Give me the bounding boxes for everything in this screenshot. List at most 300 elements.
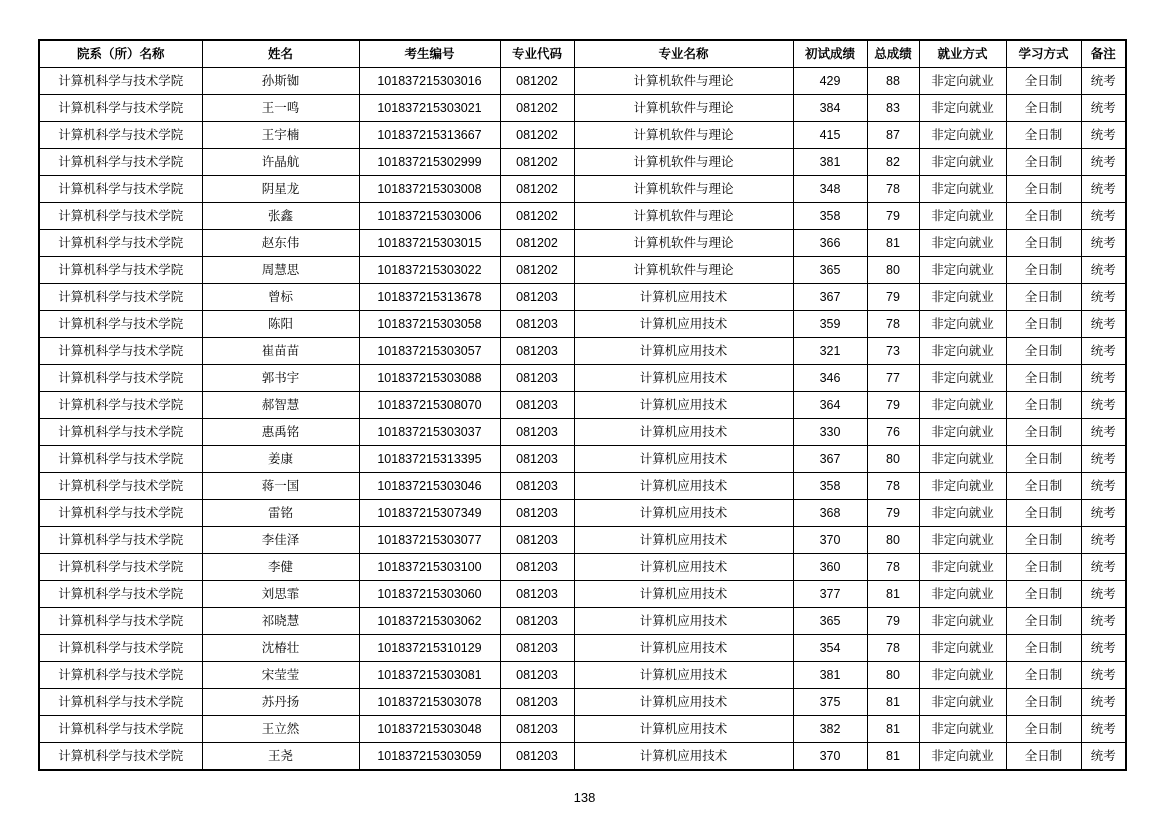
cell-major-code: 081202 <box>500 176 574 203</box>
cell-candidate-id: 101837215303021 <box>359 95 500 122</box>
table-row <box>39 608 1126 635</box>
cell-department: 计算机科学与技术学院 <box>39 446 202 473</box>
cell-department: 计算机科学与技术学院 <box>39 311 202 338</box>
cell-remark: 统考 <box>1081 473 1126 500</box>
cell-candidate-id: 101837215303037 <box>359 419 500 446</box>
table-row <box>39 716 1126 743</box>
cell-study-mode: 全日制 <box>1006 608 1081 635</box>
cell-major-code: 081202 <box>500 230 574 257</box>
cell-total-score: 78 <box>867 554 919 581</box>
cell-total-score: 78 <box>867 176 919 203</box>
cell-major-code: 081202 <box>500 122 574 149</box>
cell-study-mode: 全日制 <box>1006 743 1081 771</box>
cell-name: 宋莹莹 <box>202 662 359 689</box>
cell-study-mode: 全日制 <box>1006 473 1081 500</box>
table-row <box>39 419 1126 446</box>
cell-department: 计算机科学与技术学院 <box>39 716 202 743</box>
cell-total-score: 76 <box>867 419 919 446</box>
cell-major-code: 081203 <box>500 419 574 446</box>
cell-department: 计算机科学与技术学院 <box>39 149 202 176</box>
cell-department: 计算机科学与技术学院 <box>39 554 202 581</box>
cell-study-mode: 全日制 <box>1006 230 1081 257</box>
cell-initial-score: 358 <box>793 203 867 230</box>
cell-study-mode: 全日制 <box>1006 68 1081 95</box>
cell-total-score: 73 <box>867 338 919 365</box>
cell-total-score: 82 <box>867 149 919 176</box>
cell-name: 王立然 <box>202 716 359 743</box>
cell-total-score: 79 <box>867 203 919 230</box>
cell-major-name: 计算机应用技术 <box>574 311 793 338</box>
cell-initial-score: 377 <box>793 581 867 608</box>
cell-remark: 统考 <box>1081 257 1126 284</box>
cell-initial-score: 346 <box>793 365 867 392</box>
cell-major-name: 计算机软件与理论 <box>574 95 793 122</box>
cell-department: 计算机科学与技术学院 <box>39 581 202 608</box>
cell-major-code: 081203 <box>500 284 574 311</box>
cell-total-score: 81 <box>867 581 919 608</box>
cell-study-mode: 全日制 <box>1006 122 1081 149</box>
cell-study-mode: 全日制 <box>1006 257 1081 284</box>
cell-initial-score: 367 <box>793 446 867 473</box>
cell-total-score: 81 <box>867 689 919 716</box>
cell-candidate-id: 101837215303057 <box>359 338 500 365</box>
cell-candidate-id: 101837215303022 <box>359 257 500 284</box>
cell-study-mode: 全日制 <box>1006 581 1081 608</box>
cell-candidate-id: 101837215303059 <box>359 743 500 771</box>
cell-name: 陈阳 <box>202 311 359 338</box>
table-row <box>39 68 1126 95</box>
cell-major-name: 计算机应用技术 <box>574 284 793 311</box>
cell-total-score: 77 <box>867 365 919 392</box>
page-number: 138 <box>573 790 596 805</box>
cell-major-name: 计算机应用技术 <box>574 500 793 527</box>
cell-study-mode: 全日制 <box>1006 716 1081 743</box>
cell-major-code: 081203 <box>500 689 574 716</box>
cell-department: 计算机科学与技术学院 <box>39 122 202 149</box>
cell-employment-type: 非定向就业 <box>919 365 1006 392</box>
table-row <box>39 635 1126 662</box>
cell-employment-type: 非定向就业 <box>919 338 1006 365</box>
cell-employment-type: 非定向就业 <box>919 473 1006 500</box>
cell-name: 张鑫 <box>202 203 359 230</box>
table-body <box>39 68 1126 771</box>
cell-major-name: 计算机应用技术 <box>574 554 793 581</box>
cell-department: 计算机科学与技术学院 <box>39 365 202 392</box>
cell-major-code: 081203 <box>500 716 574 743</box>
cell-name: 郝智慧 <box>202 392 359 419</box>
cell-study-mode: 全日制 <box>1006 419 1081 446</box>
cell-candidate-id: 101837215303060 <box>359 581 500 608</box>
cell-major-name: 计算机应用技术 <box>574 446 793 473</box>
cell-department: 计算机科学与技术学院 <box>39 500 202 527</box>
cell-major-code: 081203 <box>500 662 574 689</box>
cell-remark: 统考 <box>1081 716 1126 743</box>
cell-remark: 统考 <box>1081 635 1126 662</box>
cell-initial-score: 370 <box>793 743 867 771</box>
cell-remark: 统考 <box>1081 95 1126 122</box>
cell-initial-score: 348 <box>793 176 867 203</box>
cell-employment-type: 非定向就业 <box>919 581 1006 608</box>
header-major-name: 专业名称 <box>574 40 793 68</box>
cell-employment-type: 非定向就业 <box>919 392 1006 419</box>
cell-name: 阴星龙 <box>202 176 359 203</box>
header-major-code: 专业代码 <box>500 40 574 68</box>
cell-candidate-id: 101837215308070 <box>359 392 500 419</box>
cell-employment-type: 非定向就业 <box>919 176 1006 203</box>
cell-initial-score: 370 <box>793 527 867 554</box>
table-row <box>39 581 1126 608</box>
cell-name: 蒋一国 <box>202 473 359 500</box>
cell-initial-score: 381 <box>793 662 867 689</box>
cell-total-score: 81 <box>867 230 919 257</box>
table-row <box>39 203 1126 230</box>
cell-candidate-id: 101837215303046 <box>359 473 500 500</box>
cell-study-mode: 全日制 <box>1006 662 1081 689</box>
cell-department: 计算机科学与技术学院 <box>39 635 202 662</box>
cell-employment-type: 非定向就业 <box>919 203 1006 230</box>
cell-remark: 统考 <box>1081 392 1126 419</box>
cell-employment-type: 非定向就业 <box>919 95 1006 122</box>
cell-name: 惠禹铭 <box>202 419 359 446</box>
cell-employment-type: 非定向就业 <box>919 662 1006 689</box>
cell-major-code: 081203 <box>500 392 574 419</box>
cell-remark: 统考 <box>1081 311 1126 338</box>
cell-remark: 统考 <box>1081 203 1126 230</box>
cell-name: 李佳泽 <box>202 527 359 554</box>
cell-remark: 统考 <box>1081 608 1126 635</box>
cell-department: 计算机科学与技术学院 <box>39 176 202 203</box>
cell-department: 计算机科学与技术学院 <box>39 392 202 419</box>
cell-study-mode: 全日制 <box>1006 392 1081 419</box>
cell-candidate-id: 101837215303006 <box>359 203 500 230</box>
cell-major-name: 计算机应用技术 <box>574 473 793 500</box>
cell-study-mode: 全日制 <box>1006 203 1081 230</box>
cell-candidate-id: 101837215307349 <box>359 500 500 527</box>
cell-remark: 统考 <box>1081 230 1126 257</box>
cell-total-score: 80 <box>867 527 919 554</box>
cell-major-name: 计算机应用技术 <box>574 716 793 743</box>
table-row <box>39 500 1126 527</box>
cell-remark: 统考 <box>1081 68 1126 95</box>
cell-name: 王尧 <box>202 743 359 771</box>
cell-candidate-id: 101837215303100 <box>359 554 500 581</box>
cell-candidate-id: 101837215303081 <box>359 662 500 689</box>
header-name: 姓名 <box>202 40 359 68</box>
cell-initial-score: 358 <box>793 473 867 500</box>
cell-major-name: 计算机应用技术 <box>574 338 793 365</box>
cell-candidate-id: 101837215303058 <box>359 311 500 338</box>
table-row <box>39 284 1126 311</box>
cell-remark: 统考 <box>1081 149 1126 176</box>
cell-remark: 统考 <box>1081 419 1126 446</box>
cell-remark: 统考 <box>1081 446 1126 473</box>
cell-candidate-id: 101837215303078 <box>359 689 500 716</box>
cell-name: 刘思霏 <box>202 581 359 608</box>
cell-department: 计算机科学与技术学院 <box>39 662 202 689</box>
table-row <box>39 149 1126 176</box>
cell-total-score: 79 <box>867 392 919 419</box>
cell-initial-score: 354 <box>793 635 867 662</box>
cell-initial-score: 415 <box>793 122 867 149</box>
cell-major-name: 计算机应用技术 <box>574 635 793 662</box>
cell-study-mode: 全日制 <box>1006 176 1081 203</box>
header-department: 院系（所）名称 <box>39 40 202 68</box>
cell-major-name: 计算机软件与理论 <box>574 230 793 257</box>
cell-candidate-id: 101837215313667 <box>359 122 500 149</box>
cell-candidate-id: 101837215313678 <box>359 284 500 311</box>
header-study-mode: 学习方式 <box>1006 40 1081 68</box>
cell-remark: 统考 <box>1081 689 1126 716</box>
cell-study-mode: 全日制 <box>1006 500 1081 527</box>
header-row <box>39 40 1126 68</box>
cell-employment-type: 非定向就业 <box>919 554 1006 581</box>
cell-major-code: 081203 <box>500 743 574 771</box>
cell-major-code: 081203 <box>500 500 574 527</box>
cell-remark: 统考 <box>1081 338 1126 365</box>
cell-candidate-id: 101837215303015 <box>359 230 500 257</box>
cell-major-name: 计算机软件与理论 <box>574 257 793 284</box>
table-row <box>39 527 1126 554</box>
cell-name: 沈椿壮 <box>202 635 359 662</box>
cell-name: 王宇楠 <box>202 122 359 149</box>
cell-initial-score: 367 <box>793 284 867 311</box>
cell-employment-type: 非定向就业 <box>919 311 1006 338</box>
table-row <box>39 689 1126 716</box>
cell-study-mode: 全日制 <box>1006 446 1081 473</box>
cell-remark: 统考 <box>1081 581 1126 608</box>
table-row <box>39 95 1126 122</box>
cell-employment-type: 非定向就业 <box>919 257 1006 284</box>
cell-initial-score: 368 <box>793 500 867 527</box>
table-row <box>39 743 1126 771</box>
cell-employment-type: 非定向就业 <box>919 419 1006 446</box>
cell-major-name: 计算机软件与理论 <box>574 176 793 203</box>
cell-remark: 统考 <box>1081 365 1126 392</box>
cell-employment-type: 非定向就业 <box>919 122 1006 149</box>
cell-initial-score: 365 <box>793 608 867 635</box>
table-row <box>39 554 1126 581</box>
table-row <box>39 662 1126 689</box>
table-row <box>39 176 1126 203</box>
cell-major-name: 计算机软件与理论 <box>574 149 793 176</box>
cell-employment-type: 非定向就业 <box>919 446 1006 473</box>
cell-study-mode: 全日制 <box>1006 527 1081 554</box>
cell-major-name: 计算机应用技术 <box>574 608 793 635</box>
cell-total-score: 79 <box>867 284 919 311</box>
cell-remark: 统考 <box>1081 176 1126 203</box>
cell-total-score: 80 <box>867 257 919 284</box>
cell-major-name: 计算机应用技术 <box>574 689 793 716</box>
cell-total-score: 80 <box>867 446 919 473</box>
cell-employment-type: 非定向就业 <box>919 68 1006 95</box>
cell-name: 郭书宇 <box>202 365 359 392</box>
admission-roster-table <box>38 39 1127 771</box>
cell-department: 计算机科学与技术学院 <box>39 743 202 771</box>
table-row <box>39 446 1126 473</box>
cell-total-score: 78 <box>867 311 919 338</box>
cell-initial-score: 382 <box>793 716 867 743</box>
cell-total-score: 83 <box>867 95 919 122</box>
cell-department: 计算机科学与技术学院 <box>39 95 202 122</box>
table-row <box>39 338 1126 365</box>
cell-candidate-id: 101837215302999 <box>359 149 500 176</box>
cell-employment-type: 非定向就业 <box>919 149 1006 176</box>
cell-major-name: 计算机应用技术 <box>574 365 793 392</box>
cell-initial-score: 375 <box>793 689 867 716</box>
cell-department: 计算机科学与技术学院 <box>39 473 202 500</box>
cell-major-name: 计算机应用技术 <box>574 419 793 446</box>
cell-major-code: 081203 <box>500 446 574 473</box>
cell-department: 计算机科学与技术学院 <box>39 257 202 284</box>
cell-study-mode: 全日制 <box>1006 365 1081 392</box>
cell-name: 赵东伟 <box>202 230 359 257</box>
cell-total-score: 78 <box>867 473 919 500</box>
cell-name: 雷铭 <box>202 500 359 527</box>
cell-major-code: 081203 <box>500 554 574 581</box>
cell-name: 苏丹扬 <box>202 689 359 716</box>
table-row <box>39 473 1126 500</box>
cell-initial-score: 366 <box>793 230 867 257</box>
cell-department: 计算机科学与技术学院 <box>39 338 202 365</box>
cell-major-code: 081203 <box>500 338 574 365</box>
cell-department: 计算机科学与技术学院 <box>39 689 202 716</box>
cell-employment-type: 非定向就业 <box>919 527 1006 554</box>
cell-major-name: 计算机应用技术 <box>574 743 793 771</box>
header-total-score: 总成绩 <box>867 40 919 68</box>
cell-name: 许晶航 <box>202 149 359 176</box>
cell-total-score: 88 <box>867 68 919 95</box>
cell-study-mode: 全日制 <box>1006 149 1081 176</box>
cell-remark: 统考 <box>1081 743 1126 771</box>
cell-remark: 统考 <box>1081 500 1126 527</box>
cell-candidate-id: 101837215303062 <box>359 608 500 635</box>
table-row <box>39 122 1126 149</box>
table-row <box>39 257 1126 284</box>
cell-department: 计算机科学与技术学院 <box>39 419 202 446</box>
cell-study-mode: 全日制 <box>1006 554 1081 581</box>
cell-total-score: 81 <box>867 743 919 771</box>
cell-initial-score: 429 <box>793 68 867 95</box>
cell-initial-score: 330 <box>793 419 867 446</box>
table-row <box>39 230 1126 257</box>
cell-total-score: 81 <box>867 716 919 743</box>
cell-employment-type: 非定向就业 <box>919 743 1006 771</box>
header-initial-score: 初试成绩 <box>793 40 867 68</box>
cell-total-score: 79 <box>867 608 919 635</box>
cell-major-name: 计算机应用技术 <box>574 581 793 608</box>
cell-study-mode: 全日制 <box>1006 284 1081 311</box>
cell-employment-type: 非定向就业 <box>919 500 1006 527</box>
cell-candidate-id: 101837215313395 <box>359 446 500 473</box>
cell-remark: 统考 <box>1081 122 1126 149</box>
cell-study-mode: 全日制 <box>1006 635 1081 662</box>
cell-major-code: 081203 <box>500 635 574 662</box>
cell-department: 计算机科学与技术学院 <box>39 68 202 95</box>
cell-major-code: 081202 <box>500 257 574 284</box>
cell-initial-score: 381 <box>793 149 867 176</box>
cell-initial-score: 359 <box>793 311 867 338</box>
cell-department: 计算机科学与技术学院 <box>39 608 202 635</box>
cell-candidate-id: 101837215303077 <box>359 527 500 554</box>
cell-major-name: 计算机软件与理论 <box>574 68 793 95</box>
cell-candidate-id: 101837215303008 <box>359 176 500 203</box>
cell-department: 计算机科学与技术学院 <box>39 203 202 230</box>
cell-employment-type: 非定向就业 <box>919 716 1006 743</box>
cell-candidate-id: 101837215303048 <box>359 716 500 743</box>
cell-major-code: 081202 <box>500 149 574 176</box>
cell-total-score: 79 <box>867 500 919 527</box>
cell-name: 周慧思 <box>202 257 359 284</box>
cell-employment-type: 非定向就业 <box>919 608 1006 635</box>
cell-total-score: 78 <box>867 635 919 662</box>
cell-employment-type: 非定向就业 <box>919 635 1006 662</box>
cell-remark: 统考 <box>1081 554 1126 581</box>
cell-study-mode: 全日制 <box>1006 311 1081 338</box>
cell-name: 李健 <box>202 554 359 581</box>
cell-major-name: 计算机应用技术 <box>574 662 793 689</box>
cell-name: 姜康 <box>202 446 359 473</box>
cell-major-name: 计算机应用技术 <box>574 527 793 554</box>
cell-major-code: 081202 <box>500 95 574 122</box>
cell-study-mode: 全日制 <box>1006 338 1081 365</box>
cell-major-code: 081203 <box>500 608 574 635</box>
cell-major-code: 081203 <box>500 473 574 500</box>
cell-initial-score: 384 <box>793 95 867 122</box>
cell-initial-score: 365 <box>793 257 867 284</box>
header-candidate-id: 考生编号 <box>359 40 500 68</box>
cell-initial-score: 321 <box>793 338 867 365</box>
cell-name: 祁晓慧 <box>202 608 359 635</box>
cell-total-score: 87 <box>867 122 919 149</box>
cell-department: 计算机科学与技术学院 <box>39 527 202 554</box>
cell-major-code: 081203 <box>500 581 574 608</box>
cell-remark: 统考 <box>1081 527 1126 554</box>
cell-department: 计算机科学与技术学院 <box>39 230 202 257</box>
cell-employment-type: 非定向就业 <box>919 230 1006 257</box>
table-row <box>39 311 1126 338</box>
cell-candidate-id: 101837215310129 <box>359 635 500 662</box>
cell-name: 崔苗苗 <box>202 338 359 365</box>
cell-name: 王一鸣 <box>202 95 359 122</box>
cell-study-mode: 全日制 <box>1006 95 1081 122</box>
table-row <box>39 365 1126 392</box>
cell-candidate-id: 101837215303088 <box>359 365 500 392</box>
table-row <box>39 392 1126 419</box>
cell-major-code: 081202 <box>500 203 574 230</box>
cell-name: 孙斯铷 <box>202 68 359 95</box>
cell-major-code: 081203 <box>500 527 574 554</box>
cell-name: 曾标 <box>202 284 359 311</box>
header-employment-type: 就业方式 <box>919 40 1006 68</box>
cell-major-code: 081202 <box>500 68 574 95</box>
cell-total-score: 80 <box>867 662 919 689</box>
header-remark: 备注 <box>1081 40 1126 68</box>
cell-initial-score: 360 <box>793 554 867 581</box>
cell-major-code: 081203 <box>500 365 574 392</box>
cell-employment-type: 非定向就业 <box>919 284 1006 311</box>
cell-department: 计算机科学与技术学院 <box>39 284 202 311</box>
cell-employment-type: 非定向就业 <box>919 689 1006 716</box>
cell-remark: 统考 <box>1081 284 1126 311</box>
cell-major-name: 计算机应用技术 <box>574 392 793 419</box>
cell-major-name: 计算机软件与理论 <box>574 203 793 230</box>
cell-major-name: 计算机软件与理论 <box>574 122 793 149</box>
cell-initial-score: 364 <box>793 392 867 419</box>
cell-major-code: 081203 <box>500 311 574 338</box>
cell-candidate-id: 101837215303016 <box>359 68 500 95</box>
cell-remark: 统考 <box>1081 662 1126 689</box>
cell-study-mode: 全日制 <box>1006 689 1081 716</box>
